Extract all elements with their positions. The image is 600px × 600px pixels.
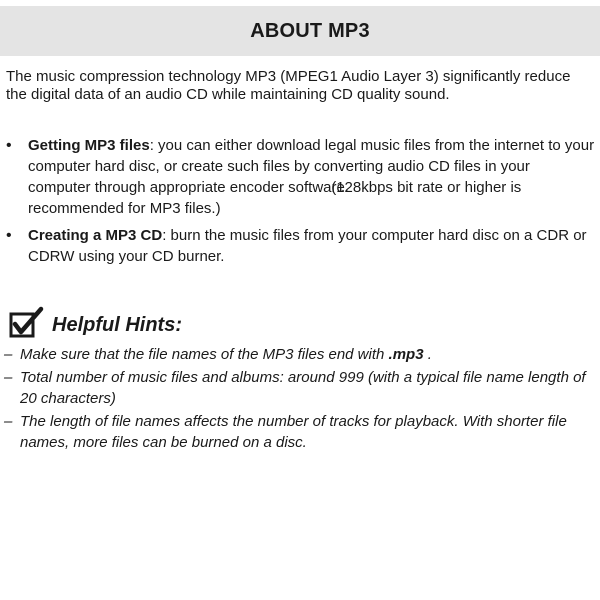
hint-dash: – [4, 369, 13, 386]
hint-item [4, 367, 596, 409]
hint-extension: .mp3 [388, 346, 424, 363]
bullet-list [6, 135, 596, 267]
hints-list [4, 344, 596, 453]
hint-item [4, 344, 596, 365]
hint-item [4, 411, 596, 453]
hint-text: Total number of music files and albums: around 999 (with a typical file name length of 20 characters) [20, 369, 586, 407]
bullet-item-getting-mp3-files [6, 135, 596, 219]
bullet-term: Creating a MP3 CD [28, 227, 163, 244]
hints-title: Helpful Hints: [52, 313, 182, 336]
bullet-dot: • [6, 137, 12, 154]
helpful-hints-heading [8, 305, 182, 341]
hint-text: The length of file names affects the number of tracks for playback. With shorter file names, more files can be burned on a disc. [20, 413, 567, 451]
hint-dash: – [4, 413, 13, 430]
hint-text-end: . [423, 346, 432, 363]
hint-text: Make sure that the file names of the MP3 files end with [20, 346, 389, 363]
bullet-item-creating-mp3-cd [6, 225, 596, 267]
bullet-text: : you can either download legal music files from the internet to your computer hard disc, or create such files by converting audio CD files in your computer through appropriate encoder software. [28, 137, 595, 196]
bullet-term: Getting MP3 files [28, 137, 150, 154]
section-header [0, 6, 600, 56]
bullet-text: : burn the music files from your computer hard disc on a CDR or CDRW using your CD burner. [28, 227, 587, 265]
checkbox-check-icon [8, 305, 44, 341]
bullet-text-continued: (128kbps bit rate or higher is recommended for MP3 files.) [28, 179, 522, 217]
intro-paragraph: The music compression technology MP3 (MPEG1 Audio Layer 3) significantly reduce the digital data of an audio CD while maintaining CD quality sound. [6, 68, 571, 103]
page-title: ABOUT MP3 [250, 19, 370, 42]
hint-dash: – [4, 346, 13, 363]
bullet-dot: • [6, 227, 12, 244]
